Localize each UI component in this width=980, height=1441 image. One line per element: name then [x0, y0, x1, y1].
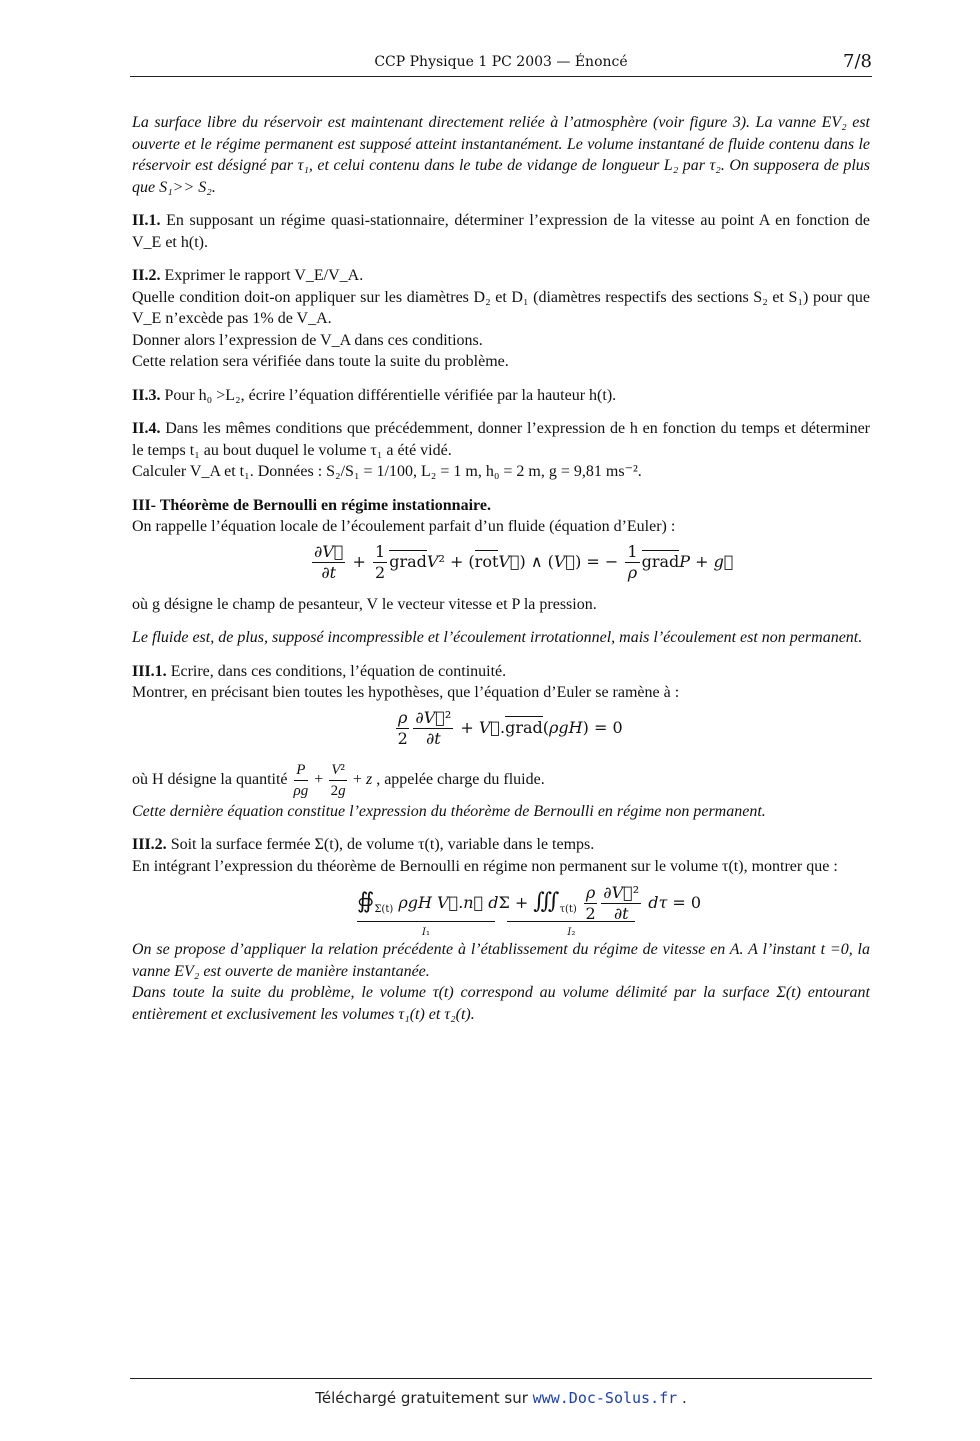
bernoulli-statement: Cette dernière équation constitue l’expression du théorème de Bernoulli en régime non permanent. [132, 802, 766, 820]
charge-definition: où H désigne la quantité $\frac{P}{\rho g}$ + $\frac{\text{V²}}{2g}$ + z , appelée charge du fluide. [132, 761, 545, 799]
footer-text: Téléchargé gratuitement sur www.Doc-Solus.fr . [315, 1389, 687, 1407]
question-2-2-line: Donner alors l’expression de V_A dans ces conditions. [132, 331, 483, 349]
volume-definition-paragraph: Dans toute la suite du problème, le volume τ(t) correspond au volume délimité par la surface Σ(t) entourant entièrement et exclusivement les volumes τ₁(t) et τ₂(t). [132, 984, 870, 1023]
question-number: II.1. [132, 212, 161, 229]
question-number: III.2. [132, 836, 167, 853]
euler-explanation: où g désigne le champ de pesanteur, V le vecteur vitesse et P la pression. [132, 595, 597, 613]
intro-paragraph: La surface libre du réservoir est maintenant directement reliée à l’atmosphère (voir figure 3). La vanne EV₂ est ouverte et le régime permanent est supposé atteint instantanément. Le volume instantané de fluide contenu dans le réservoir est désigné par τ₁, et celui contenu dans le tube de vidange de longueur L₂ par τ₂. On supposera de plus que S₁>> S₂. [132, 114, 870, 196]
question-2-2-line: Cette relation sera vérifiée dans toute la suite du problème. [132, 353, 509, 370]
hypothesis-paragraph: Le fluide est, de plus, supposé incompressible et l’écoulement irrotationnel, mais l’écoulement est non permanent. [132, 629, 863, 646]
footer-link[interactable]: www.Doc-Solus.fr [532, 1389, 678, 1407]
question-3-1 [132, 661, 870, 683]
integral-equation: $∯_{\Sigma(t)}$ ρgH V⃗.n⃗ $d\Sigma + ∭_{\tau(t)}$ $\frac{\rho}{2}$ $\frac{\text{∂V⃗²}}{\partial t}$ dτ = 0 I₁ I₂ [132, 881, 870, 935]
question-text: En supposant un régime quasi-stationnaire, déterminer l’expression de la vitesse au point A en fonction de V_E et h(t). [132, 212, 871, 251]
application-paragraph: On se propose d’appliquer la relation précédente à l’établissement du régime de vitesse en A. A l’instant t =0, la vanne EV₂ est ouverte de manière instantanée. [132, 941, 870, 980]
question-text: Exprimer le rapport V_E/V_A. [164, 267, 364, 284]
question-number: II.3. [132, 386, 161, 404]
question-text: Pour h₀ >L₂, écrire l’équation différentielle vérifiée par la hauteur h(t). [164, 386, 617, 404]
question-2-2-line: Quelle condition doit-on appliquer sur les diamètres D₂ et D₁ (diamètres respectifs des sections S₂ et S₁) pour que V_E n’excède pas 1% de V_A. [132, 288, 870, 327]
question-2-3 [132, 385, 870, 407]
question-2-2 [132, 265, 870, 287]
question-text: Ecrire, dans ces conditions, l’équation de continuité. [170, 662, 507, 680]
question-3-1-line: Montrer, en précisant bien toutes les hypothèses, que l’équation d’Euler se ramène à : [132, 684, 680, 701]
question-number: II.4. [132, 420, 161, 437]
question-number: II.2. [132, 267, 161, 284]
question-text: Dans les mêmes conditions que précédemment, donner l’expression de h en fonction du temps et déterminer le temps t₁ au bout duquel le volume τ₁ a été vidé. [132, 420, 870, 459]
question-2-1 [132, 210, 870, 253]
bernoulli-local-equation: $\frac{\rho}{2}$ $\frac{\text{∂V⃗²}}{\partial t}$ + V⃗.grad(ρgH) = 0 [397, 707, 623, 748]
section-3-intro: On rappelle l’équation locale de l’écoulement parfait d’un fluide (équation d’Euler) : [132, 518, 676, 535]
question-2-4 [132, 418, 870, 461]
question-3-2 [132, 834, 870, 856]
question-3-2-line: En intégrant l’expression du théorème de Bernoulli en régime non permanent sur le volume τ(t), montrer que : [132, 857, 838, 875]
page-footer [130, 1378, 872, 1407]
page-number: 7/8 [843, 51, 872, 72]
page-header [130, 50, 872, 77]
section-3-title: III- Théorème de Bernoulli en régime instationnaire. [132, 496, 491, 514]
document-body [132, 112, 870, 1025]
question-text: Soit la surface fermée Σ(t), de volume τ(t), variable dans le temps. [170, 836, 595, 853]
question-number: III.1. [132, 662, 167, 680]
euler-equation: $\frac{\partial V⃗}{\partial t}$ + $\frac{1}{2}$ gradV² + (rotV⃗) ∧ (V⃗) = − $\frac{1}{\rho}$ gradP + g⃗ [314, 541, 734, 582]
question-2-4-line: Calculer V_A et t₁. Données : S₂/S₁ = 1/100, L₂ = 1 m, h₀ = 2 m, g = 9,81 ms⁻². [132, 463, 642, 480]
header-title: CCP Physique 1 PC 2003 — Énoncé [374, 54, 628, 70]
